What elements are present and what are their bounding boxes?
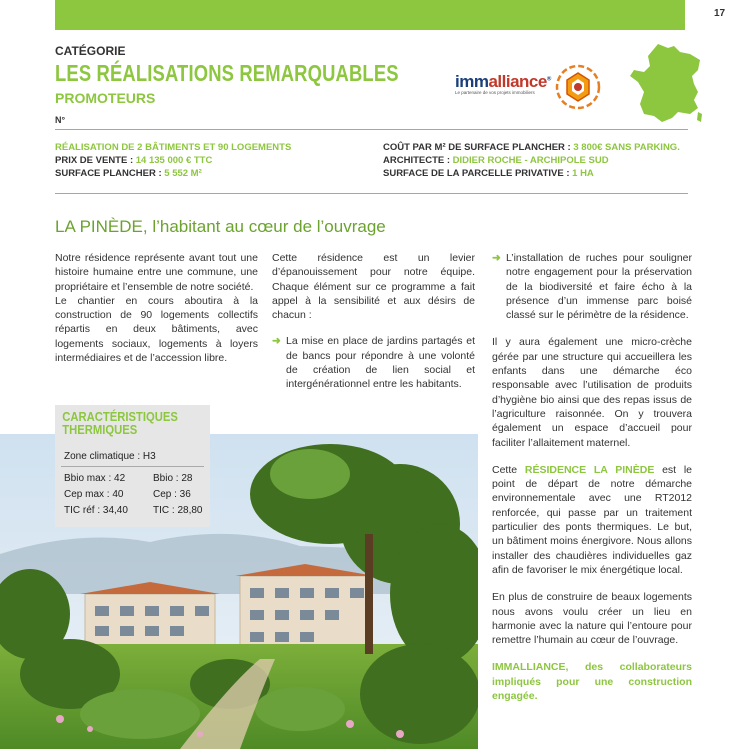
thermo-cep: Cep : 36 bbox=[153, 489, 191, 500]
number-label: N° bbox=[55, 115, 66, 125]
immalliance-logo bbox=[455, 72, 551, 95]
divider-middle bbox=[55, 193, 688, 194]
france-map-icon bbox=[628, 42, 706, 124]
section-title: LA PINÈDE, l’habitant au cœur de l’ouvrage bbox=[55, 217, 386, 236]
col3-paragraph-2 bbox=[492, 463, 692, 577]
info-right-2-label: SURFACE DE LA PARCELLE PRIVATIVE : bbox=[383, 168, 573, 179]
logo-word-b: alliance bbox=[488, 72, 547, 91]
col2-paragraph-1: Cette résidence est un levier d’épanouissement pour notre équipe. Chaque élément sur ce programme a fait appel à la sensibilité et aux désirs de chacun : bbox=[272, 252, 475, 322]
col2-bullet-1 bbox=[272, 334, 475, 391]
logo-word-a: imm bbox=[455, 72, 489, 91]
logo-registered: ® bbox=[546, 76, 551, 83]
col3-bullet-2 bbox=[492, 251, 692, 322]
orange-emblem-icon bbox=[555, 64, 601, 110]
page-number: 17 bbox=[714, 8, 726, 19]
info-left-1-label: PRIX DE VENTE : bbox=[55, 155, 136, 166]
info-left-1-value: 14 135 000 € TTC bbox=[135, 155, 213, 166]
info-right-0-value: 3 800€ SANS PARKING. bbox=[573, 142, 680, 153]
thermo-title-2: THERMIQUES bbox=[62, 423, 138, 437]
info-right-0-label: COÛT PAR M² DE SURFACE PLANCHER : bbox=[383, 142, 574, 153]
col1-paragraph-2: Le chantier en cours aboutira à la construction de 90 logements collectifs répartis en deux bâtiments, avec logements sociaux, logements à loyers intermédiaires et de l’accession libre. bbox=[55, 294, 258, 365]
col3-paragraph-3: En plus de construire de beaux logements nous avons voulu créer un lieu en harmonie avec la nature qui l’entoure pour remettre l’humain au cœur de l’ouvrage. bbox=[492, 591, 692, 647]
header-bar bbox=[55, 0, 685, 30]
logo-tagline: Le partenaire de vos projets immobiliers bbox=[455, 90, 535, 95]
info-left-0-label: RÉALISATION DE 2 BÂTIMENTS ET 90 LOGEMENTS bbox=[55, 142, 292, 153]
thermo-cep-max: Cep max : 40 bbox=[64, 489, 124, 500]
thermal-characteristics-box bbox=[55, 405, 210, 527]
info-left bbox=[55, 141, 291, 180]
arrow-icon: ➜ bbox=[492, 252, 501, 264]
column-1 bbox=[55, 251, 258, 365]
col3-p2-a: Cette bbox=[492, 463, 525, 476]
thermo-rule-1 bbox=[61, 466, 204, 467]
col3-paragraph-4: IMMALLIANCE, des collaborateurs impliqués pour une construction engagée. bbox=[492, 661, 692, 703]
info-left-2-value: 5 552 M² bbox=[164, 168, 202, 179]
thermo-bbio: Bbio : 28 bbox=[153, 473, 193, 484]
thermo-bbio-max: Bbio max : 42 bbox=[64, 473, 126, 484]
thermo-tic: TIC : 28,80 bbox=[153, 505, 203, 516]
thermo-tic-ref: TIC réf : 34,40 bbox=[64, 505, 128, 516]
info-right-1-label: ARCHITECTE : bbox=[383, 155, 453, 166]
info-right-2-value: 1 HA bbox=[572, 168, 594, 179]
residence-highlight: RÉSIDENCE LA PINÈDE bbox=[524, 463, 655, 476]
divider-top bbox=[55, 129, 688, 130]
col3-p2-b: est le point de départ de notre démarche environnementale avec une RT2012 renforcée, qui passe par un traitement particulier des ponts thermiques. Le but, un bâtiment moins énergivore. Nous allons installer des chaudières individuelles gaz afin de favoriser le mix énergétique local. bbox=[492, 463, 693, 576]
col1-paragraph-1: Notre résidence représente avant tout une histoire humaine entre une commune, une propriétaire et l’ensemble de notre société. bbox=[55, 252, 258, 293]
col3-bullet-2-text: L’installation de ruches pour souligner notre engagement pour la préservation de la biodiversité et faire écho à la présence d’un immense parc boisé classé sur le périmètre de la résidence. bbox=[506, 252, 692, 322]
column-3 bbox=[492, 251, 692, 703]
info-right bbox=[383, 141, 680, 180]
category-label: CATÉGORIE bbox=[55, 44, 126, 58]
page-subtitle: PROMOTEURS bbox=[55, 90, 156, 106]
col3-paragraph-1: Il y aura également une micro-crèche gérée par une structure qui accueillera les enfants dans une démarche éco responsable avec l’utilisation de produits d’hygiène bio ainsi que des repas issus de l’agriculture raisonnée. On y trouvera également un espace d’accueil pour faciliter l’allaitement maternel. bbox=[492, 336, 692, 449]
column-2 bbox=[272, 251, 475, 392]
col2-bullet-1-text: La mise en place de jardins partagés et de bancs pour répondre à une volonté de création de lien social et intergénérationnel entre les habitants. bbox=[286, 335, 475, 391]
thermo-title-1: CARACTÉRISTIQUES bbox=[62, 410, 178, 424]
page-title: LES RÉALISATIONS REMARQUABLES bbox=[55, 60, 399, 86]
info-left-2-label: SURFACE PLANCHER : bbox=[55, 168, 165, 179]
arrow-icon: ➜ bbox=[272, 335, 281, 348]
info-right-1-value: DIDIER ROCHE - ARCHIPOLE SUD bbox=[452, 155, 609, 166]
thermo-zone: Zone climatique : H3 bbox=[64, 451, 156, 462]
